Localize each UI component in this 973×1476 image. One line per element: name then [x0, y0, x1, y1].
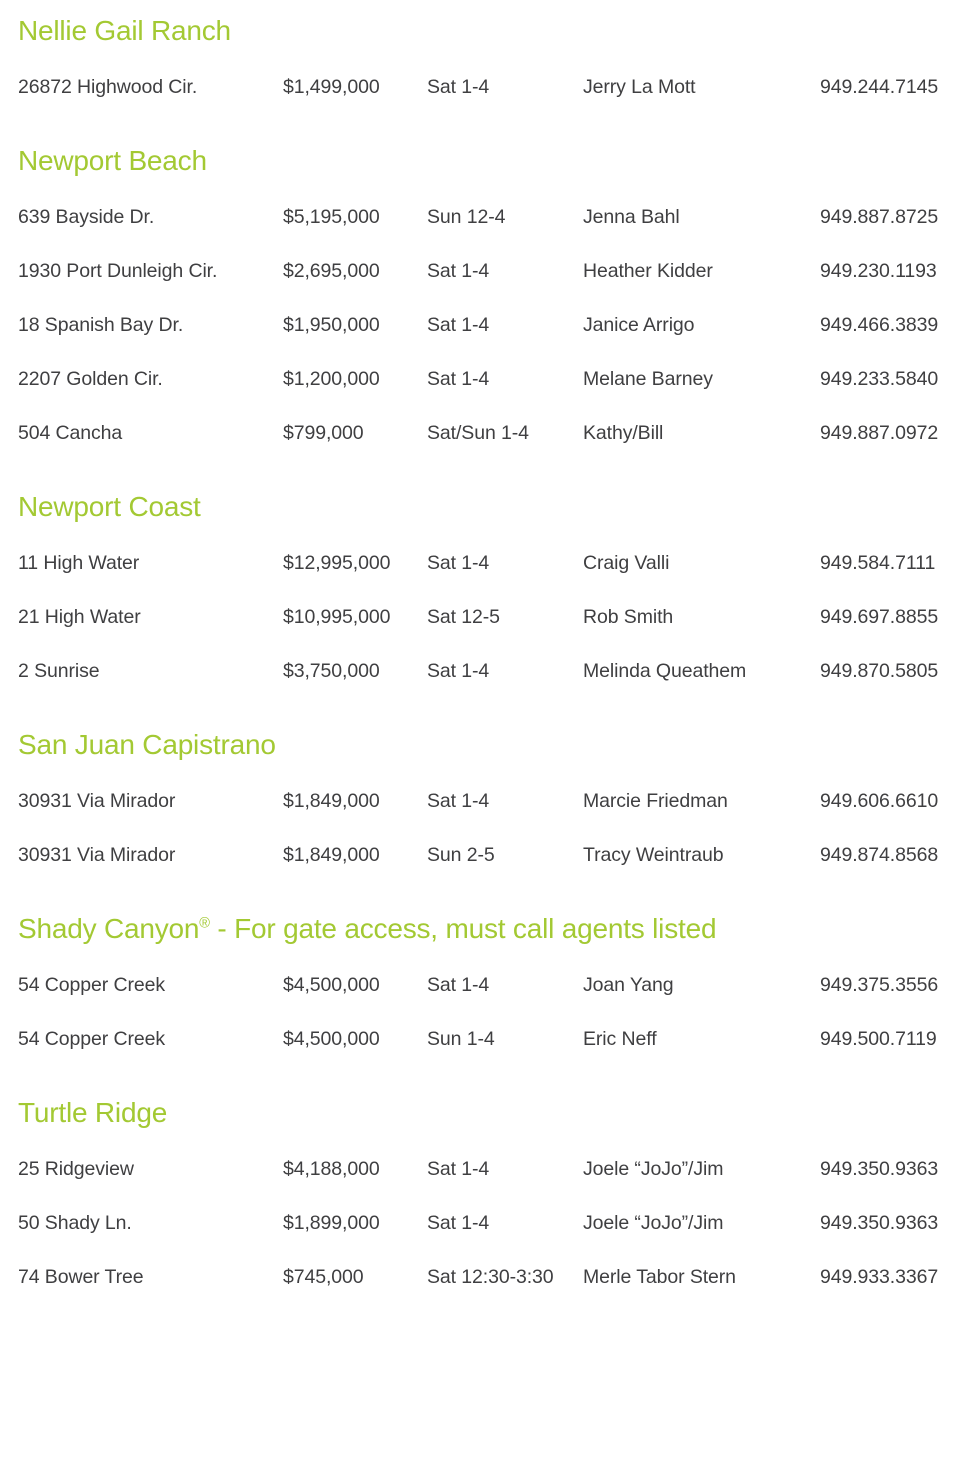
- listing-phone: 949.584.7111: [820, 552, 936, 574]
- listing-phone: 949.870.5805: [820, 660, 939, 682]
- listing-open-house-time: Sat 1-4: [427, 1212, 490, 1234]
- listing-row: [18, 1212, 963, 1235]
- listing-agent: Janice Arrigo: [583, 314, 695, 336]
- listing-agent: Joan Yang: [583, 974, 674, 996]
- listing-address: 21 High Water: [18, 606, 141, 628]
- listing-row: [18, 660, 963, 683]
- listing-address: 2207 Golden Cir.: [18, 368, 163, 390]
- listing-price: $4,500,000: [283, 1028, 380, 1050]
- listing-agent: Melinda Queathem: [583, 660, 747, 682]
- listing-address: 30931 Via Mirador: [18, 844, 176, 866]
- listing-address: 639 Bayside Dr.: [18, 206, 155, 228]
- listing-phone: 949.933.3367: [820, 1266, 939, 1288]
- listing-price: $1,899,000: [283, 1212, 380, 1234]
- section-newport-beach: [18, 146, 963, 445]
- listing-open-house-time: Sat 1-4: [427, 1158, 490, 1180]
- listing-price: $1,849,000: [283, 790, 380, 812]
- listing-phone: 949.887.8725: [820, 206, 939, 228]
- listing-row: [18, 974, 963, 997]
- listing-phone: 949.230.1193: [820, 260, 937, 282]
- listing-agent: Joele “JoJo”/Jim: [583, 1212, 724, 1234]
- listing-open-house-time: Sun 12-4: [427, 206, 506, 228]
- listing-price: $5,195,000: [283, 206, 380, 228]
- listing-phone: 949.244.7145: [820, 76, 939, 98]
- listing-agent: Tracy Weintraub: [583, 844, 724, 866]
- listing-agent: Melane Barney: [583, 368, 713, 390]
- listing-open-house-time: Sat 1-4: [427, 76, 490, 98]
- listing-agent: Marcie Friedman: [583, 790, 728, 812]
- listing-phone: 949.697.8855: [820, 606, 939, 628]
- listing-address: 504 Cancha: [18, 422, 123, 444]
- listing-phone: 949.350.9363: [820, 1212, 939, 1234]
- listing-price: $10,995,000: [283, 606, 391, 628]
- neighborhood-heading: Newport Beach: [18, 145, 207, 176]
- listing-open-house-time: Sat 12-5: [427, 606, 500, 628]
- listing-row: [18, 368, 963, 391]
- listing-open-house-time: Sat/Sun 1-4: [427, 422, 529, 444]
- listing-address: 25 Ridgeview: [18, 1158, 134, 1180]
- listing-row: [18, 790, 963, 813]
- listing-agent: Rob Smith: [583, 606, 674, 628]
- listing-open-house-time: Sat 1-4: [427, 552, 490, 574]
- neighborhood-heading: Shady Canyon® - For gate access, must call agents listed: [18, 913, 717, 944]
- neighborhood-heading: Nellie Gail Ranch: [18, 15, 231, 46]
- listing-address: 11 High Water: [18, 552, 140, 574]
- listing-open-house-time: Sat 1-4: [427, 260, 490, 282]
- listing-address: 50 Shady Ln.: [18, 1212, 132, 1234]
- listing-agent: Heather Kidder: [583, 260, 713, 282]
- listing-phone: 949.887.0972: [820, 422, 939, 444]
- listing-open-house-time: Sun 1-4: [427, 1028, 495, 1050]
- listing-agent: Jerry La Mott: [583, 76, 696, 98]
- listing-address: 54 Copper Creek: [18, 1028, 165, 1050]
- listing-price: $4,188,000: [283, 1158, 380, 1180]
- listing-open-house-time: Sat 1-4: [427, 974, 490, 996]
- section-nellie-gail-ranch: [18, 16, 963, 99]
- listing-phone: 949.500.7119: [820, 1028, 937, 1050]
- listing-phone: 949.233.5840: [820, 368, 939, 390]
- listing-address: 2 Sunrise: [18, 660, 100, 682]
- listing-row: [18, 76, 963, 99]
- listing-open-house-time: Sat 1-4: [427, 368, 490, 390]
- listing-row: [18, 1158, 963, 1181]
- listing-phone: 949.466.3839: [820, 314, 939, 336]
- listing-agent: Kathy/Bill: [583, 422, 664, 444]
- listing-price: $4,500,000: [283, 974, 380, 996]
- listing-row: [18, 1266, 963, 1289]
- listing-price: $745,000: [283, 1266, 364, 1288]
- neighborhood-heading: Turtle Ridge: [18, 1097, 168, 1128]
- listing-address: 26872 Highwood Cir.: [18, 76, 198, 98]
- listing-agent: Eric Neff: [583, 1028, 657, 1050]
- listing-phone: 949.606.6610: [820, 790, 939, 812]
- listing-address: 74 Bower Tree: [18, 1266, 144, 1288]
- listing-agent: Merle Tabor Stern: [583, 1266, 736, 1288]
- listing-row: [18, 206, 963, 229]
- section-turtle-ridge: [18, 1098, 963, 1289]
- listing-phone: 949.375.3556: [820, 974, 939, 996]
- listing-price: $1,200,000: [283, 368, 380, 390]
- listing-open-house-time: Sat 1-4: [427, 790, 490, 812]
- listing-address: 1930 Port Dunleigh Cir.: [18, 260, 218, 282]
- listing-agent: Craig Valli: [583, 552, 670, 574]
- listing-open-house-time: Sun 2-5: [427, 844, 495, 866]
- listing-address: 30931 Via Mirador: [18, 790, 176, 812]
- listing-row: [18, 1028, 963, 1051]
- listing-address: 54 Copper Creek: [18, 974, 165, 996]
- listing-row: [18, 314, 963, 337]
- section-san-juan-capistrano: [18, 730, 963, 867]
- listing-price: $3,750,000: [283, 660, 380, 682]
- listing-open-house-time: Sat 1-4: [427, 314, 490, 336]
- listing-price: $12,995,000: [283, 552, 391, 574]
- section-newport-coast: [18, 492, 963, 683]
- listing-row: [18, 552, 963, 575]
- listing-phone: 949.874.8568: [820, 844, 939, 866]
- listing-agent: Joele “JoJo”/Jim: [583, 1158, 724, 1180]
- listing-phone: 949.350.9363: [820, 1158, 939, 1180]
- neighborhood-heading: Newport Coast: [18, 491, 201, 522]
- listing-price: $799,000: [283, 422, 364, 444]
- listing-open-house-time: Sat 12:30-3:30: [427, 1266, 554, 1288]
- listing-row: [18, 422, 963, 445]
- listing-agent: Jenna Bahl: [583, 206, 680, 228]
- listing-row: [18, 606, 963, 629]
- listing-price: $2,695,000: [283, 260, 380, 282]
- listing-price: $1,950,000: [283, 314, 380, 336]
- neighborhood-heading: San Juan Capistrano: [18, 729, 276, 760]
- listing-row: [18, 260, 963, 283]
- listing-price: $1,499,000: [283, 76, 380, 98]
- section-shady-canyon: [18, 914, 963, 1051]
- listing-open-house-time: Sat 1-4: [427, 660, 490, 682]
- listing-address: 18 Spanish Bay Dr.: [18, 314, 184, 336]
- listing-row: [18, 844, 963, 867]
- listing-price: $1,849,000: [283, 844, 380, 866]
